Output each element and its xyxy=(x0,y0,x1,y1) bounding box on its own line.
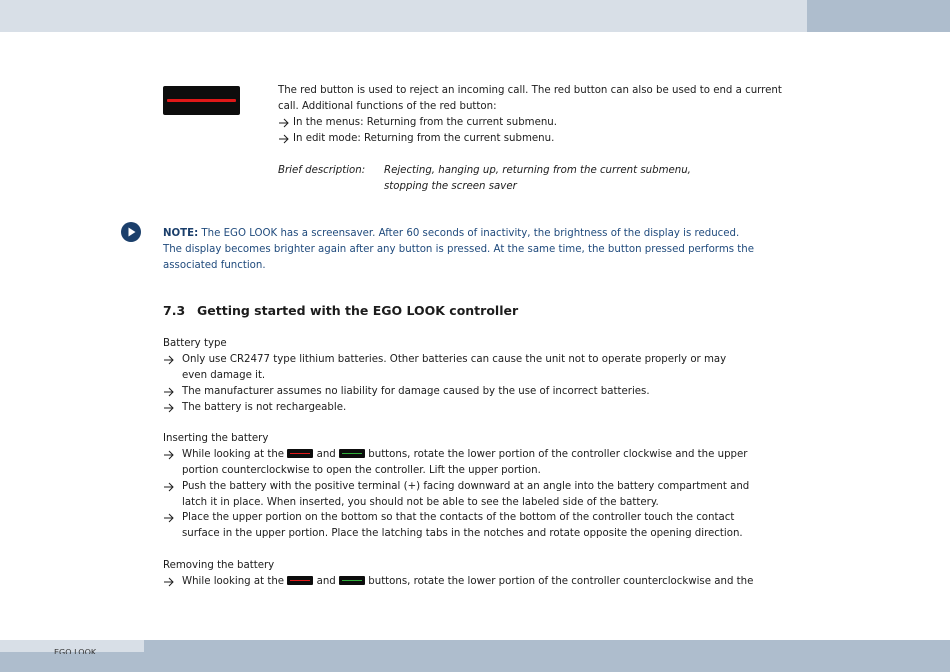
note-play-icon xyxy=(121,222,141,242)
brief-description-line-2: stopping the screen saver xyxy=(384,181,517,192)
inserting-item-1-cont: portion counterclockwise to open the controller. Lift the upper portion. xyxy=(182,465,541,476)
battery-type-item-1: Only use CR2477 type lithium batteries. Other batteries can cause the unit not to operate properly or may xyxy=(182,354,727,365)
inserting-item-1: While looking at the and buttons, rotate the lower portion of the controller clockwise and the upper xyxy=(182,449,748,460)
battery-type-item-3: The battery is not rechargeable. xyxy=(182,402,347,413)
arrow-right-icon xyxy=(163,576,175,588)
removing-item-1: While looking at the and buttons, rotate the lower portion of the controller counterclockwise and the xyxy=(182,576,754,587)
footer-label: EGO LOOK xyxy=(54,649,97,654)
red-button-text-line-1: The red button is used to reject an incoming call. The red button can also be used to end a current xyxy=(278,85,782,96)
section-number: 7.3 xyxy=(163,303,186,318)
inserting-item-2: Push the battery with the positive terminal (+) facing downward at an angle into the battery compartment and xyxy=(182,481,750,492)
brief-description-label: Brief description: xyxy=(278,165,366,176)
note-line-3: associated function. xyxy=(163,260,266,271)
green-button-mini-icon xyxy=(339,576,365,585)
red-button-mini-icon xyxy=(287,449,313,458)
arrow-right-icon xyxy=(163,512,175,524)
inserting-heading: Inserting the battery xyxy=(163,433,269,444)
header-accent-band xyxy=(807,0,950,32)
red-button-illustration xyxy=(163,86,240,115)
brief-description-line-1: Rejecting, hanging up, returning from the current submenu, xyxy=(384,165,691,176)
arrow-right-icon xyxy=(163,481,175,493)
red-button-edit-function: In edit mode: Returning from the current submenu. xyxy=(293,133,555,144)
arrow-right-icon xyxy=(278,117,290,129)
header-band xyxy=(0,0,807,32)
note-line-2: The display becomes brighter again after any button is pressed. At the same time, the button pressed performs the xyxy=(163,244,755,255)
battery-type-item-2: The manufacturer assumes no liability for damage caused by the use of incorrect batteries. xyxy=(182,386,650,397)
arrow-right-icon xyxy=(278,133,290,145)
arrow-right-icon xyxy=(163,449,175,461)
green-button-mini-icon xyxy=(339,449,365,458)
arrow-right-icon xyxy=(163,354,175,366)
red-button-mini-icon xyxy=(287,576,313,585)
inserting-item-3: Place the upper portion on the bottom so that the contacts of the bottom of the controller touch the contact xyxy=(182,512,735,523)
red-button-menu-function: In the menus: Returning from the current submenu. xyxy=(293,117,558,128)
removing-heading: Removing the battery xyxy=(163,560,275,571)
inserting-item-2-cont: latch it in place. When inserted, you should not be able to see the labeled side of the battery. xyxy=(182,497,659,508)
battery-type-heading: Battery type xyxy=(163,338,227,349)
arrow-right-icon xyxy=(163,386,175,398)
arrow-right-icon xyxy=(163,402,175,414)
battery-type-item-1-cont: even damage it. xyxy=(182,370,266,381)
inserting-item-3-cont: surface in the upper portion. Place the latching tabs in the notches and rotate opposite the opening direction. xyxy=(182,528,743,539)
note-label: NOTE: xyxy=(163,228,199,239)
red-button-text-line-2: call. Additional functions of the red button: xyxy=(278,101,497,112)
section-title: Getting started with the EGO LOOK controller xyxy=(197,303,519,318)
note-line-1: NOTE: The EGO LOOK has a screensaver. After 60 seconds of inactivity, the brightness of the display is reduced. xyxy=(163,228,740,239)
